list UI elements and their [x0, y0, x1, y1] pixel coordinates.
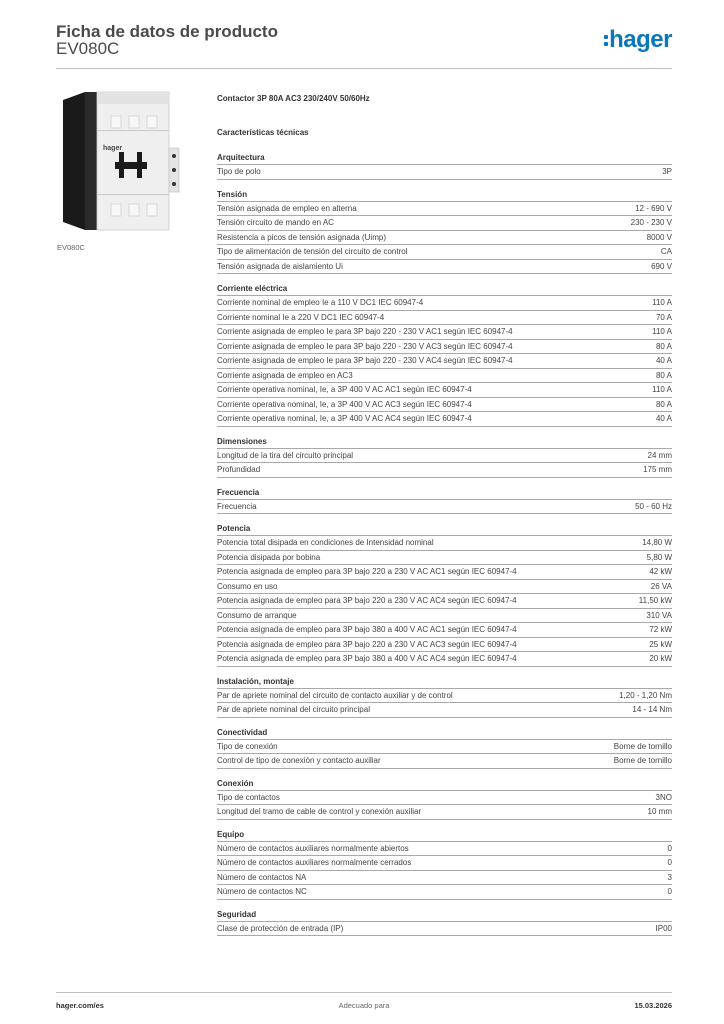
spec-group [217, 909, 672, 937]
spec-value: 11,50 kW [638, 596, 672, 605]
spec-label: Consumo en uso [217, 581, 278, 591]
spec-group [217, 778, 672, 820]
spec-row [217, 609, 672, 624]
spec-value: Borne de tornillo [613, 741, 672, 751]
spec-value: 0 [667, 858, 672, 867]
spec-label: Potencia asignada de empleo para 3P bajo 220 a 230 V AC AC4 según IEC 60947-4 [217, 596, 517, 605]
spec-row [217, 580, 672, 595]
spec-group-title: Dimensiones [217, 436, 672, 449]
spec-row [217, 383, 672, 398]
spec-label: Profundidad [217, 465, 261, 474]
spec-value: 110 A [652, 385, 672, 394]
spec-label: Potencia asignada de empleo para 3P bajo 380 a 400 V AC AC1 según IEC 60947-4 [217, 625, 517, 634]
document-header [56, 22, 672, 69]
spec-value: 14 - 14 Nm [632, 705, 672, 714]
spec-value: CA [660, 247, 672, 256]
footer-date: 15.03.2026 [634, 1001, 672, 1010]
spec-group-title: Seguridad [217, 909, 672, 922]
spec-label: Potencia asignada de empleo para 3P bajo 380 a 400 V AC AC4 según IEC 60947-4 [217, 654, 517, 663]
spec-value: 24 mm [647, 450, 672, 460]
spec-row [217, 565, 672, 580]
spec-value: 5,80 W [646, 552, 672, 562]
spec-group-title: Equipo [217, 829, 672, 842]
spec-group-title: Instalación, montaje [217, 676, 672, 689]
spec-row [217, 354, 672, 369]
product-reference: EV080C [56, 39, 120, 58]
spec-group [217, 727, 672, 769]
spec-value: 72 kW [649, 625, 672, 634]
spec-label: Longitud del tramo de cable de control y conexión auxiliar [217, 807, 422, 816]
spec-label: Corriente nominal de empleo Ie a 110 V DC1 IEC 60947-4 [217, 298, 424, 307]
spec-label: Par de apriete nominal del circuito de contacto auxiliar y de control [217, 690, 453, 700]
document-title: Ficha de datos de producto [56, 22, 278, 41]
footer-website: hager.com/es [56, 1001, 104, 1010]
spec-value: 20 kW [649, 654, 672, 663]
spec-group [217, 487, 672, 515]
spec-value: 42 kW [649, 567, 672, 576]
spec-label: Resistencia a picos de tensión asignada (Uimp) [217, 232, 386, 242]
image-caption: EV080C [57, 243, 85, 252]
spec-group [217, 523, 672, 667]
spec-value: 14,80 W [642, 538, 672, 547]
logo-text: hager [609, 26, 672, 53]
spec-label: Potencia disipada por bobina [217, 552, 321, 562]
spec-row [217, 325, 672, 340]
spec-value: 310 VA [646, 610, 672, 620]
spec-row [217, 165, 672, 180]
spec-row [217, 652, 672, 667]
spec-row [217, 311, 672, 326]
spec-row [217, 791, 672, 806]
spec-row [217, 754, 672, 769]
spec-value: 3 [667, 872, 672, 882]
spec-label: Corriente operativa nominal, Ie, a 3P 400 V AC AC3 según IEC 60947-4 [217, 399, 472, 409]
spec-label: Corriente asignada de empleo Ie para 3P bajo 220 - 230 V AC3 según IEC 60947-4 [217, 341, 513, 351]
spec-label: Tipo de contactos [217, 792, 280, 802]
spec-value: 12 - 690 V [635, 203, 672, 213]
spec-group-title: Conectividad [217, 727, 672, 740]
spec-label: Tensión asignada de empleo en alterna [217, 203, 357, 213]
spec-value: 80 A [655, 370, 672, 380]
spec-row [217, 296, 672, 311]
spec-label: Tensión circuito de mando en AC [217, 218, 334, 227]
spec-row [217, 369, 672, 384]
spec-value: Borne de tornillo [613, 756, 672, 765]
spec-label: Control de tipo de conexión y contacto auxiliar [217, 756, 381, 765]
logo-dots-icon [604, 35, 608, 46]
spec-value: 40 A [655, 356, 672, 365]
spec-row [217, 885, 672, 900]
spec-label: Consumo de arranque [217, 610, 297, 620]
spec-group-title: Tensión [217, 189, 672, 202]
spec-value: 3P [662, 167, 672, 176]
spec-row [217, 805, 672, 820]
spec-row [217, 551, 672, 566]
spec-label: Clase de protección de entrada (IP) [217, 923, 344, 933]
spec-value: 26 VA [650, 581, 672, 591]
spec-row [217, 412, 672, 427]
spec-row [217, 689, 672, 704]
spec-value: 25 kW [649, 639, 672, 649]
spec-value: 80 A [655, 399, 672, 409]
spec-group [217, 436, 672, 478]
spec-group-title: Frecuencia [217, 487, 672, 500]
spec-content [217, 94, 672, 945]
spec-row [217, 449, 672, 464]
spec-row [217, 463, 672, 478]
spec-row [217, 398, 672, 413]
spec-value: 3NO [655, 792, 672, 802]
spec-value: 110 A [652, 298, 672, 307]
section-heading: Características técnicas [217, 128, 309, 137]
spec-label: Número de contactos NC [217, 887, 307, 896]
spec-value: 10 mm [647, 807, 672, 816]
spec-value: 1,20 - 1,20 Nm [619, 690, 672, 700]
spec-row [217, 842, 672, 857]
spec-label: Potencia total disipada en condiciones de Intensidad nominal [217, 538, 434, 547]
spec-label: Número de contactos auxiliares normalmente cerrados [217, 858, 412, 867]
spec-value: 80 A [655, 341, 672, 351]
spec-label: Tensión asignada de aislamiento Ui [217, 261, 343, 271]
spec-label: Tipo de alimentación de tensión del circuito de control [217, 247, 408, 256]
spec-value: 40 A [655, 414, 672, 423]
spec-group [217, 829, 672, 900]
spec-label: Tipo de conexión [217, 741, 278, 751]
spec-row [217, 260, 672, 275]
spec-label: Corriente operativa nominal, Ie, a 3P 400 V AC AC1 según IEC 60947-4 [217, 385, 472, 394]
device-brand-label: hager [103, 145, 123, 152]
spec-label: Potencia asignada de empleo para 3P bajo 220 a 230 V AC AC1 según IEC 60947-4 [217, 567, 517, 576]
spec-row [217, 623, 672, 638]
spec-group [217, 152, 672, 180]
spec-group-title: Arquitectura [217, 152, 672, 165]
spec-row [217, 500, 672, 515]
spec-row [217, 245, 672, 260]
spec-row [217, 202, 672, 217]
spec-label: Frecuencia [217, 501, 257, 511]
spec-group-title: Potencia [217, 523, 672, 536]
spec-label: Longitud de la tira del circuito principal [217, 450, 354, 460]
spec-value: 0 [667, 843, 672, 853]
spec-row [217, 740, 672, 755]
spec-value: 8000 V [646, 232, 672, 242]
product-image [57, 90, 192, 238]
spec-row [217, 536, 672, 551]
spec-row [217, 216, 672, 231]
spec-value: 0 [667, 887, 672, 896]
spec-label: Número de contactos NA [217, 872, 307, 882]
spec-label: Número de contactos auxiliares normalmente abiertos [217, 843, 409, 853]
spec-group [217, 676, 672, 718]
product-name: Contactor 3P 80A AC3 230/240V 50/60Hz [217, 94, 370, 103]
spec-group [217, 283, 672, 427]
spec-value: 690 V [651, 261, 672, 271]
spec-row [217, 703, 672, 718]
spec-label: Corriente operativa nominal, Ie, a 3P 400 V AC AC4 según IEC 60947-4 [217, 414, 472, 423]
spec-value: 50 - 60 Hz [635, 501, 672, 511]
spec-row [217, 638, 672, 653]
document-footer [56, 992, 672, 1019]
spec-value: 175 mm [643, 465, 672, 474]
spec-row [217, 871, 672, 886]
spec-group-title: Corriente eléctrica [217, 283, 672, 296]
spec-label: Corriente asignada de empleo Ie para 3P bajo 220 - 230 V AC4 según IEC 60947-4 [217, 356, 513, 365]
spec-row [217, 922, 672, 937]
spec-row [217, 594, 672, 609]
spec-row [217, 856, 672, 871]
spec-group [217, 189, 672, 275]
footer-center-text: Adecuado para [338, 1001, 390, 1010]
spec-groups [217, 152, 672, 936]
spec-label: Corriente nominal Ie a 220 V DC1 IEC 60947-4 [217, 312, 385, 322]
spec-label: Corriente asignada de empleo Ie para 3P bajo 220 - 230 V AC1 según IEC 60947-4 [217, 327, 513, 336]
spec-label: Corriente asignada de empleo en AC3 [217, 370, 353, 380]
spec-group-title: Conexión [217, 778, 672, 791]
hager-logo [604, 28, 672, 52]
spec-value: 70 A [655, 312, 672, 322]
spec-row [217, 340, 672, 355]
spec-label: Potencia asignada de empleo para 3P bajo 220 a 230 V AC AC3 según IEC 60947-4 [217, 639, 517, 649]
spec-value: 110 A [652, 327, 672, 336]
spec-value: 230 - 230 V [630, 218, 672, 227]
spec-label: Tipo de polo [217, 167, 261, 176]
spec-label: Par de apriete nominal del circuito principal [217, 705, 370, 714]
spec-value: IP00 [655, 923, 672, 933]
spec-row [217, 231, 672, 246]
